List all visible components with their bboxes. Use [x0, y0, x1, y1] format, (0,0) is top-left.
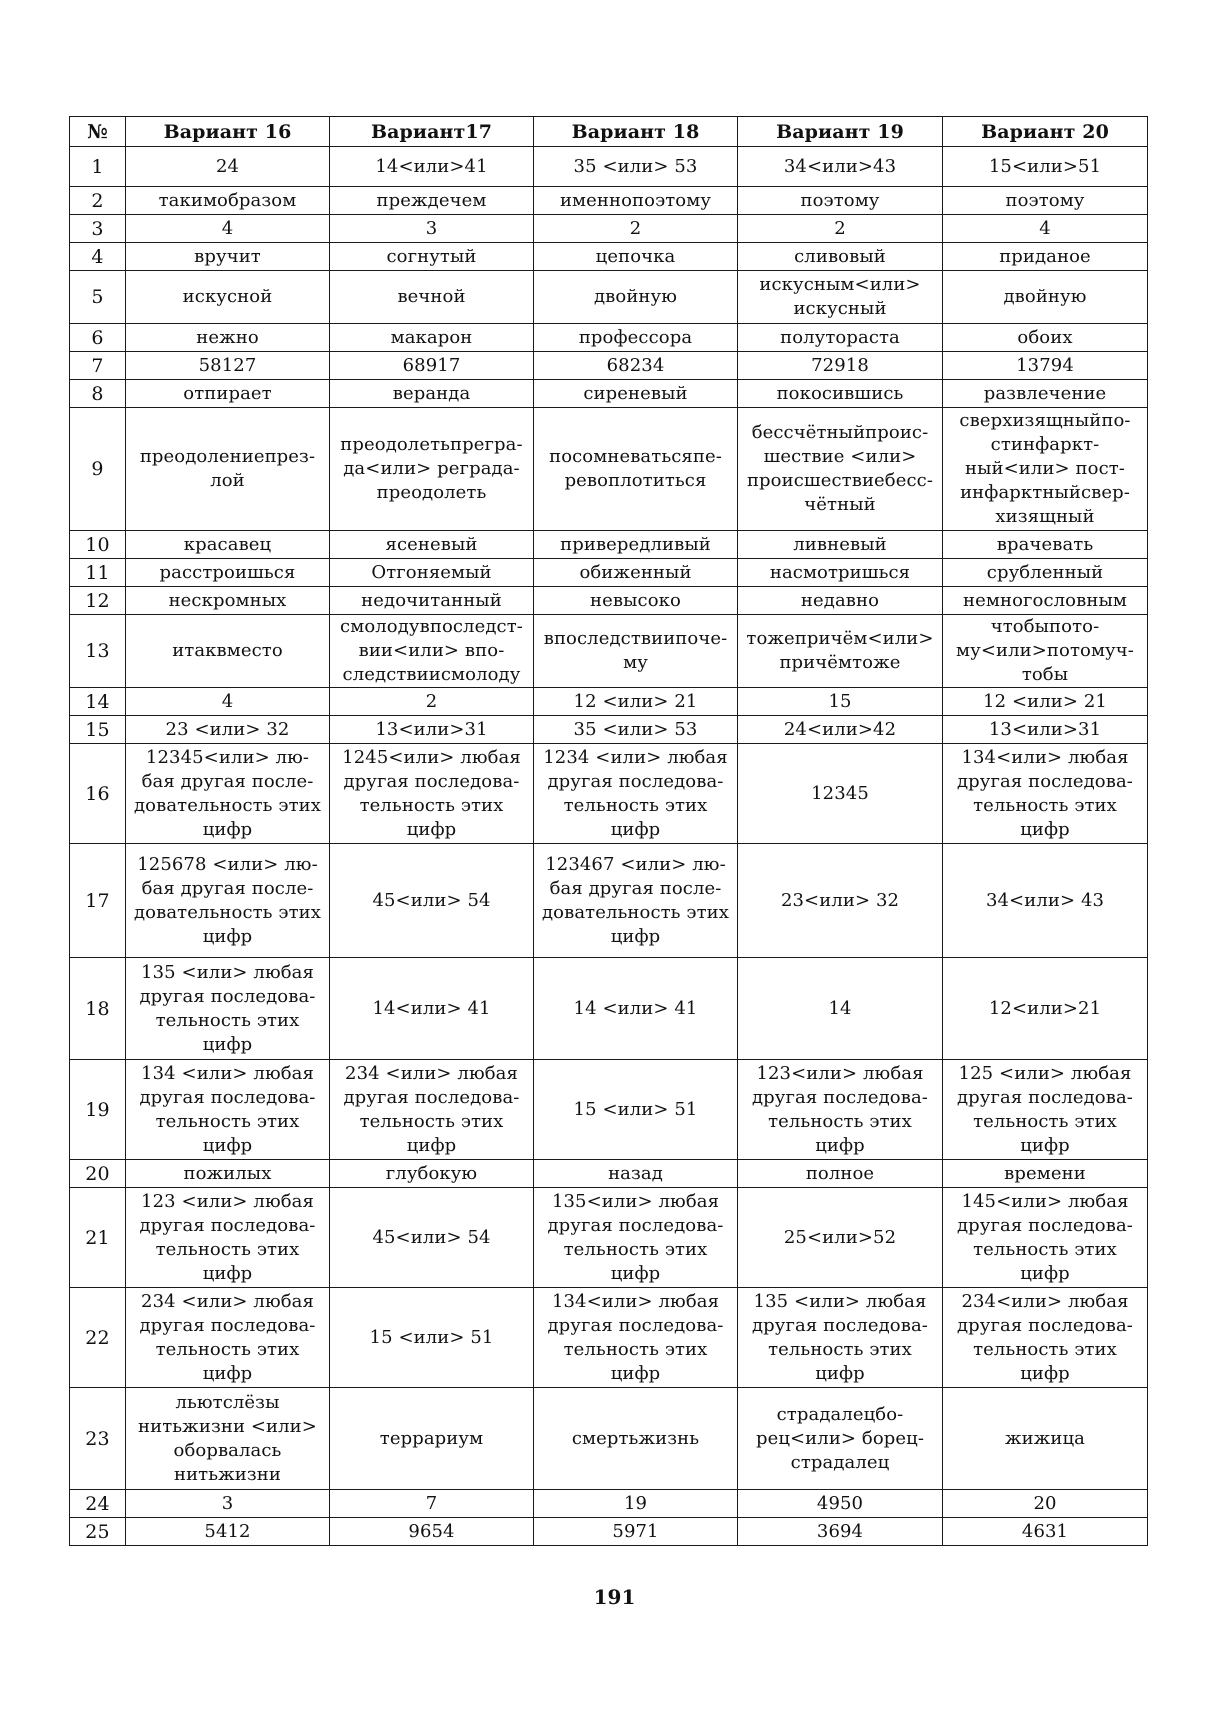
answer-cell: тожепричём<или> причёмтоже	[738, 615, 943, 688]
answer-cell: преждечем	[330, 187, 534, 215]
header-row	[70, 117, 1148, 147]
answer-cell: 12 <или> 21	[534, 688, 738, 716]
answer-cell: 134<или> любая другая последова- тельность этих цифр	[534, 1288, 738, 1388]
answer-cell: Отгоняемый	[330, 559, 534, 587]
answer-cell: цепочка	[534, 243, 738, 271]
table-row	[70, 271, 1148, 324]
table-row	[70, 559, 1148, 587]
answer-cell: покосившись	[738, 380, 943, 408]
answer-cell: искусной	[126, 271, 330, 324]
answer-cell: 234<или> любая другая последова- тельность этих цифр	[943, 1288, 1148, 1388]
row-number-cell: 2	[70, 187, 126, 215]
answer-cell: страдалецбо- рец<или> борец- страдалец	[738, 1388, 943, 1490]
answer-cell: макарон	[330, 324, 534, 352]
table-row	[70, 147, 1148, 187]
answer-cell: террариум	[330, 1388, 534, 1490]
answer-cell: 3694	[738, 1518, 943, 1546]
row-number-cell: 17	[70, 844, 126, 958]
answer-cell: бессчётныйпроис- шествие <или> происшествиебесс- чётный	[738, 408, 943, 531]
answer-cell: времени	[943, 1160, 1148, 1188]
answer-cell: 4631	[943, 1518, 1148, 1546]
row-number-cell: 21	[70, 1188, 126, 1288]
row-number-cell: 15	[70, 716, 126, 744]
answer-cell: назад	[534, 1160, 738, 1188]
answer-cell: недочитанный	[330, 587, 534, 615]
answer-cell: 58127	[126, 352, 330, 380]
table-row	[70, 1188, 1148, 1288]
answer-cell: 12<или>21	[943, 958, 1148, 1060]
answer-cell: врачевать	[943, 531, 1148, 559]
answer-cell: 25<или>52	[738, 1188, 943, 1288]
row-number-cell: 4	[70, 243, 126, 271]
row-number-cell: 12	[70, 587, 126, 615]
table-row	[70, 243, 1148, 271]
row-number-cell: 5	[70, 271, 126, 324]
answer-cell: 14<или> 41	[330, 958, 534, 1060]
answer-cell: жижица	[943, 1388, 1148, 1490]
answer-cell: пожилых	[126, 1160, 330, 1188]
answers-table	[69, 116, 1148, 1546]
header-variant-17: Вариант17	[330, 117, 534, 147]
table-row	[70, 1388, 1148, 1490]
answer-cell: недавно	[738, 587, 943, 615]
answer-cell: 12345<или> лю- бая другая после- довательность этих цифр	[126, 744, 330, 844]
table-row	[70, 1518, 1148, 1546]
answer-cell: 123<или> любая другая последова- тельность этих цифр	[738, 1060, 943, 1160]
answer-cell: 14	[738, 958, 943, 1060]
answer-cell: срубленный	[943, 559, 1148, 587]
answer-cell: 15<или>51	[943, 147, 1148, 187]
table-row	[70, 408, 1148, 531]
table-row	[70, 352, 1148, 380]
answer-cell: 123 <или> любая другая последова- тельность этих цифр	[126, 1188, 330, 1288]
answer-cell: посомневатьсяпе- ревоплотиться	[534, 408, 738, 531]
answer-cell: 15 <или> 51	[534, 1060, 738, 1160]
row-number-cell: 13	[70, 615, 126, 688]
answer-cell: 15 <или> 51	[330, 1288, 534, 1388]
row-number-cell: 6	[70, 324, 126, 352]
answer-cell: немногословным	[943, 587, 1148, 615]
answer-cell: 125678 <или> лю- бая другая после- довательность этих цифр	[126, 844, 330, 958]
answer-cell: 1234 <или> любая другая последова- тельность этих цифр	[534, 744, 738, 844]
row-number-cell: 3	[70, 215, 126, 243]
row-number-cell: 7	[70, 352, 126, 380]
answer-cell: 14 <или> 41	[534, 958, 738, 1060]
answer-cell: 135 <или> любая другая последова- тельность этих цифр	[738, 1288, 943, 1388]
answer-cell: двойную	[943, 271, 1148, 324]
row-number-cell: 14	[70, 688, 126, 716]
answer-cell: преодолениепрез- лой	[126, 408, 330, 531]
answer-cell: 123467 <или> лю- бая другая после- довательность этих цифр	[534, 844, 738, 958]
page-number: 191	[593, 1585, 636, 1609]
answer-cell: 234 <или> любая другая последова- тельность этих цифр	[330, 1060, 534, 1160]
table-row	[70, 587, 1148, 615]
answer-cell: 7	[330, 1490, 534, 1518]
row-number-cell: 22	[70, 1288, 126, 1388]
answer-cell: 35 <или> 53	[534, 716, 738, 744]
answer-cell: согнутый	[330, 243, 534, 271]
row-number-cell: 9	[70, 408, 126, 531]
answer-cell: 13794	[943, 352, 1148, 380]
table-row	[70, 958, 1148, 1060]
answer-cell: 34<или> 43	[943, 844, 1148, 958]
answer-cell: 1245<или> любая другая последова- тельность этих цифр	[330, 744, 534, 844]
answer-cell: приданое	[943, 243, 1148, 271]
row-number-cell: 25	[70, 1518, 126, 1546]
answer-cell: 234 <или> любая другая последова- тельность этих цифр	[126, 1288, 330, 1388]
answer-cell: полутораста	[738, 324, 943, 352]
answer-cell: 4	[126, 688, 330, 716]
answer-cell: нескромных	[126, 587, 330, 615]
table-row	[70, 215, 1148, 243]
table-row	[70, 744, 1148, 844]
answer-cell: итаквместо	[126, 615, 330, 688]
answer-cell: 135 <или> любая другая последова- тельность этих цифр	[126, 958, 330, 1060]
answer-cell: 3	[330, 215, 534, 243]
header-number: №	[70, 117, 126, 147]
table-row	[70, 531, 1148, 559]
answer-cell: красавец	[126, 531, 330, 559]
answer-cell: 14<или>41	[330, 147, 534, 187]
answer-cell: преодолетьпрегра- да<или> реграда- преодолеть	[330, 408, 534, 531]
answer-cell: 5412	[126, 1518, 330, 1546]
answer-cell: 68917	[330, 352, 534, 380]
answer-cell: смертьжизнь	[534, 1388, 738, 1490]
answer-cell: 19	[534, 1490, 738, 1518]
table-row	[70, 1160, 1148, 1188]
answer-cell: профессора	[534, 324, 738, 352]
table-row	[70, 1060, 1148, 1160]
answer-cell: сиреневый	[534, 380, 738, 408]
row-number-cell: 16	[70, 744, 126, 844]
table-row	[70, 688, 1148, 716]
header-variant-18: Вариант 18	[534, 117, 738, 147]
answer-cell: 68234	[534, 352, 738, 380]
table-row	[70, 324, 1148, 352]
row-number-cell: 11	[70, 559, 126, 587]
answer-cell: обоих	[943, 324, 1148, 352]
answer-cell: 134 <или> любая другая последова- тельность этих цифр	[126, 1060, 330, 1160]
answer-cell: обиженный	[534, 559, 738, 587]
row-number-cell: 24	[70, 1490, 126, 1518]
table-row	[70, 187, 1148, 215]
answer-cell: чтобыпото- му<или>потомуч- тобы	[943, 615, 1148, 688]
answer-cell: нежно	[126, 324, 330, 352]
answer-cell: 125 <или> любая другая последова- тельность этих цифр	[943, 1060, 1148, 1160]
answer-cell: 4	[943, 215, 1148, 243]
answer-cell: расстроишься	[126, 559, 330, 587]
row-number-cell: 1	[70, 147, 126, 187]
answer-cell: ясеневый	[330, 531, 534, 559]
answer-cell: насмотришься	[738, 559, 943, 587]
header-variant-19: Вариант 19	[738, 117, 943, 147]
answer-cell: 45<или> 54	[330, 1188, 534, 1288]
answer-cell: невысоко	[534, 587, 738, 615]
answer-cell: искусным<или> искусный	[738, 271, 943, 324]
answer-cell: сверхизящныйпо- стинфаркт- ный<или> пост- инфарктныйсвер- хизящный	[943, 408, 1148, 531]
table-row	[70, 380, 1148, 408]
answer-cell: ливневый	[738, 531, 943, 559]
answer-cell: привередливый	[534, 531, 738, 559]
answer-cell: поэтому	[738, 187, 943, 215]
answer-cell: поэтому	[943, 187, 1148, 215]
answer-cell: веранда	[330, 380, 534, 408]
answer-cell: полное	[738, 1160, 943, 1188]
row-number-cell: 18	[70, 958, 126, 1060]
answer-cell: 23 <или> 32	[126, 716, 330, 744]
row-number-cell: 20	[70, 1160, 126, 1188]
answer-cell: 135<или> любая другая последова- тельность этих цифр	[534, 1188, 738, 1288]
row-number-cell: 10	[70, 531, 126, 559]
table-row	[70, 716, 1148, 744]
answer-cell: 2	[330, 688, 534, 716]
answer-cell: 4	[126, 215, 330, 243]
answer-cell: 9654	[330, 1518, 534, 1546]
answers-body	[70, 147, 1148, 1546]
header-variant-16: Вариант 16	[126, 117, 330, 147]
answer-cell: 13<или>31	[330, 716, 534, 744]
answer-cell: 134<или> любая другая последова- тельность этих цифр	[943, 744, 1148, 844]
answer-cell: 145<или> любая другая последова- тельность этих цифр	[943, 1188, 1148, 1288]
answer-cell: 5971	[534, 1518, 738, 1546]
answer-cell: впоследствиипоче- му	[534, 615, 738, 688]
answer-cell: вечной	[330, 271, 534, 324]
answer-cell: такимобразом	[126, 187, 330, 215]
answer-cell: 34<или>43	[738, 147, 943, 187]
answer-cell: смолодувпоследст- вии<или> впо- следствиисмолоду	[330, 615, 534, 688]
table-row	[70, 1490, 1148, 1518]
answer-cell: именнопоэтому	[534, 187, 738, 215]
answer-cell: 2	[534, 215, 738, 243]
answer-cell: 24<или>42	[738, 716, 943, 744]
answer-cell: 13<или>31	[943, 716, 1148, 744]
answer-cell: 2	[738, 215, 943, 243]
answer-cell: 12 <или> 21	[943, 688, 1148, 716]
answer-cell: двойную	[534, 271, 738, 324]
answer-cell: 20	[943, 1490, 1148, 1518]
row-number-cell: 19	[70, 1060, 126, 1160]
answer-cell: 35 <или> 53	[534, 147, 738, 187]
answer-cell: 45<или> 54	[330, 844, 534, 958]
answer-cell: глубокую	[330, 1160, 534, 1188]
answer-cell: 12345	[738, 744, 943, 844]
answer-cell: 4950	[738, 1490, 943, 1518]
table-row	[70, 844, 1148, 958]
answer-cell: отпирает	[126, 380, 330, 408]
answer-cell: вручит	[126, 243, 330, 271]
answer-cell: 23<или> 32	[738, 844, 943, 958]
answer-cell: 15	[738, 688, 943, 716]
row-number-cell: 8	[70, 380, 126, 408]
answer-cell: сливовый	[738, 243, 943, 271]
answer-cell: 24	[126, 147, 330, 187]
answer-cell: развлечение	[943, 380, 1148, 408]
answer-cell: 72918	[738, 352, 943, 380]
row-number-cell: 23	[70, 1388, 126, 1490]
answer-cell: льютслёзы нитьжизни <или> оборвалась нитьжизни	[126, 1388, 330, 1490]
header-variant-20: Вариант 20	[943, 117, 1148, 147]
answer-cell: 3	[126, 1490, 330, 1518]
table-row	[70, 615, 1148, 688]
table-row	[70, 1288, 1148, 1388]
